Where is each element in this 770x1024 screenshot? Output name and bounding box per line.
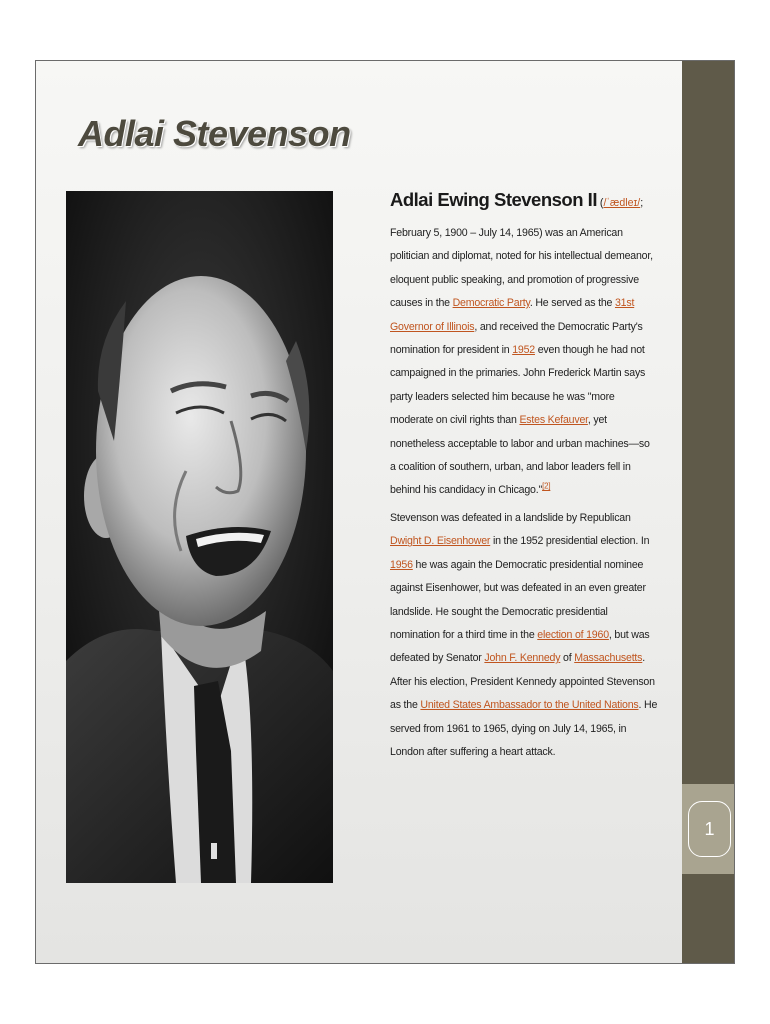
reference-link[interactable]: [2]: [542, 481, 551, 491]
link-democratic-party[interactable]: Democratic Party: [452, 297, 530, 310]
text-span: Stevenson was defeated in a landslide by Republican: [390, 511, 631, 524]
link-1956[interactable]: 1956: [390, 558, 413, 571]
link-un-ambassador[interactable]: United States Ambassador to the United Nations: [420, 699, 639, 712]
pronunciation-link[interactable]: /ˈædleɪ/: [603, 197, 641, 209]
text-span: February 5, 1900 – July 14, 1965) was an American politician and diplomat, noted for his intellectual demeanor, eloquent public speaking, and promotion of progressive causes in the: [390, 227, 653, 310]
bio-heading: Adlai Ewing Stevenson II: [390, 189, 597, 210]
bio-heading-line: [390, 181, 658, 222]
text-span: in the 1952 presidential election. In: [490, 535, 650, 548]
slide: [35, 60, 735, 964]
portrait-photo: [66, 191, 333, 883]
link-john-f-kennedy[interactable]: John F. Kennedy: [484, 652, 561, 665]
link-governor-illinois[interactable]: 31st Governor of Illinois: [390, 297, 635, 333]
biography-text: [390, 181, 658, 764]
page-number-badge: [688, 801, 731, 857]
link-eisenhower[interactable]: Dwight D. Eisenhower: [390, 535, 491, 548]
bio-paragraph-2: [390, 507, 658, 764]
pron-close: ;: [640, 197, 644, 209]
link-election-1960[interactable]: election of 1960: [537, 628, 609, 641]
text-span: , yet nonetheless acceptable to labor and urban machines—so a coalition of southern, urban, and labor leaders fell in behind his candidacy in Chicago.": [390, 414, 650, 497]
text-span: . After his election, President Kennedy appointed Stevenson as the: [390, 652, 655, 712]
link-estes-kefauver[interactable]: Estes Kefauver: [519, 414, 588, 427]
text-span: . He served from 1961 to 1965, dying on July 14, 1965, in London after suffering a heart attack.: [390, 699, 658, 758]
text-span: , and received the Democratic Party's nomination for president in: [390, 320, 643, 357]
page-number: 1: [704, 818, 715, 839]
text-span: , but was defeated by Senator: [390, 628, 650, 665]
slide-title: Adlai Stevenson: [78, 113, 351, 154]
bio-paragraph-1: [390, 222, 658, 503]
pron-open: (: [596, 197, 604, 209]
link-massachusetts[interactable]: Massachusetts: [574, 652, 643, 665]
text-span: he was again the Democratic presidential nominee against Eisenhower, but was defeated in an even greater landslide. He sought the Democratic presidential nomination for a third time in the: [390, 558, 646, 641]
text-span: even though he had not campaigned in the primaries. John Frederick Martin says party leaders selected him because he was "more moderate on civil rights than: [390, 344, 646, 427]
link-1952[interactable]: 1952: [512, 344, 535, 357]
text-span: . He served as the: [529, 297, 615, 310]
text-span: of: [560, 652, 575, 665]
